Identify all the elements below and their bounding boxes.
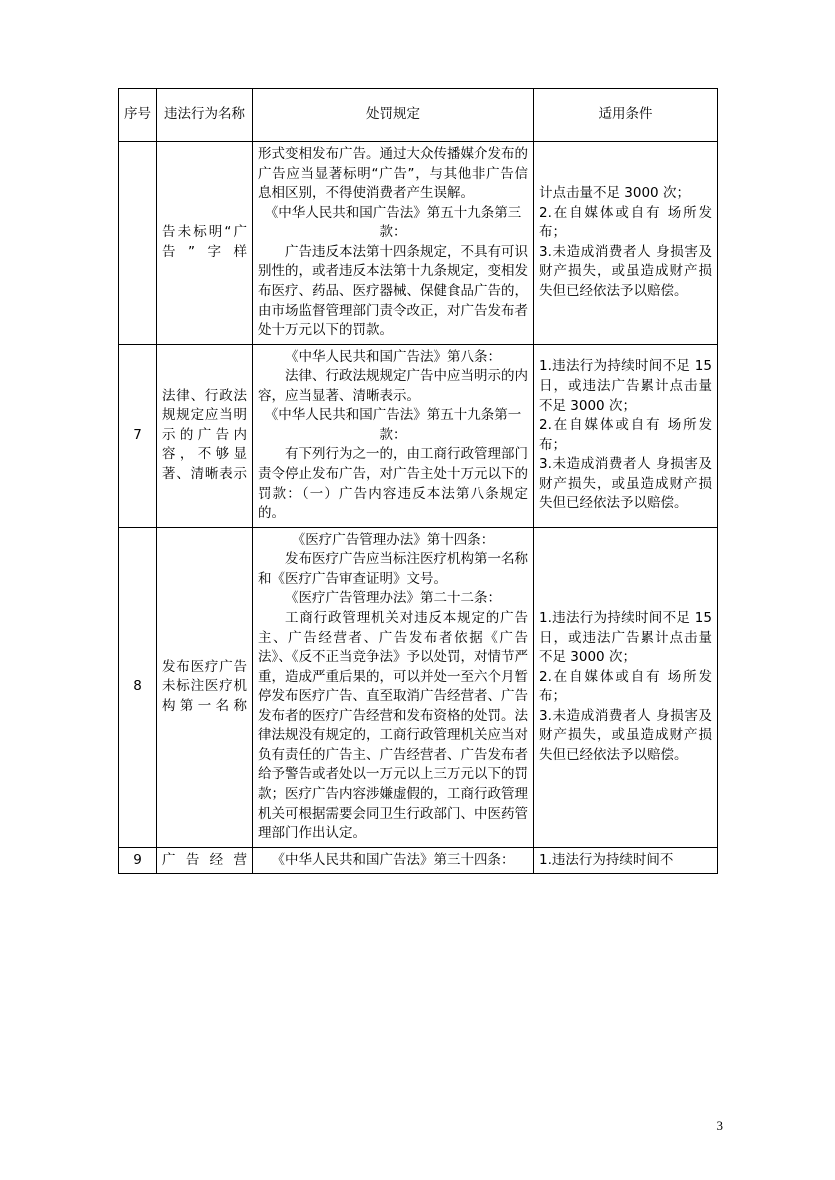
column-header-condition: 适用条件 <box>534 89 718 142</box>
table-row <box>119 527 718 847</box>
rule-paragraph: 《中华人民共和国广告法》第五十九条第三款： <box>264 204 522 241</box>
rule-paragraph: 《医疗广告管理办法》第十四条： <box>291 531 495 548</box>
rule-paragraph: 《医疗广告管理办法》第二十二条： <box>285 590 501 607</box>
row-applicable-condition <box>534 527 718 847</box>
rule-paragraph: 广告违反本法第十四条规定，不具有可识别性的，或者违反本法第十九条规定，变相发布医疗、药品、医疗器械、保健食品广告的，由市场监督管理部门责令改正，对广告发布者处十万元以下的罚款。 <box>258 243 528 339</box>
rule-paragraph: 《中华人民共和国广告法》第三十四条： <box>271 851 515 868</box>
rule-paragraph: 工商行政管理机关对违反本规定的广告主、广告经营者、广告发布者依据《广告法》、《反不正当竞争法》予以处罚，对情节严重，造成严重后果的，可以并处一至六个月暂停发布医疗广告、直至取消广告经营者、广告发布者的医疗广告经营和发布资格的处罚。法律法规没有规定的，工商行政管理机关应当对负有责任的广告主、广告经营者、广告发布者给予警告或者处以一万元以上三万元以下的罚款；医疗广告内容涉嫌虚假的，工商行政管理机关可根据需要会同卫生行政部门、中医药管理部门作出认定。 <box>258 609 528 842</box>
page-number: 3 <box>716 1118 723 1133</box>
table-row <box>119 142 718 345</box>
row-applicable-condition <box>534 142 718 345</box>
row-penalty-rule <box>253 847 534 874</box>
condition-paragraph: 2.在自媒体或自有 场所发布； <box>539 668 712 705</box>
condition-paragraph: 2.在自媒体或自有 场所发布； <box>539 417 712 453</box>
row-applicable-condition <box>534 847 718 874</box>
condition-paragraph: 3.未造成消费者人 身损害及财产损失，或虽造成财产损失但已经依法予以赔偿。 <box>539 243 712 299</box>
condition-paragraph: 1.违法行为持续时间不足 15 日，或违法广告累计点击量不足 3000 次； <box>539 609 712 666</box>
row-seq: 8 <box>119 527 157 847</box>
condition-paragraph: 3.未造成消费者人 身损害及财产损失，或虽造成财产损失但已经依法予以赔偿。 <box>539 456 712 512</box>
column-header-rule: 处罚规定 <box>253 89 534 142</box>
condition-paragraph: 2.在自媒体或自有 场所发布； <box>539 204 712 241</box>
condition-paragraph: 计点击量不足 3000 次； <box>539 185 690 202</box>
row-penalty-rule <box>253 344 534 527</box>
rule-paragraph: 《中华人民共和国广告法》第八条： <box>285 348 501 365</box>
row-penalty-rule <box>253 142 534 345</box>
row-seq <box>119 142 157 345</box>
table-header-row <box>119 89 718 142</box>
row-violation-name: 法律、行政法规规定应当明示的广告内容，不够显著、清晰表示 <box>157 344 253 527</box>
rule-paragraph: 形式变相发布广告。通过大众传播媒介发布的广告应当显著标明“广告”，与其他非广告信息相区别，不得使消费者产生误解。 <box>258 146 528 202</box>
rule-paragraph: 法律、行政法规规定广告中应当明示的内容，应当显著、清晰表示。 <box>258 368 528 404</box>
condition-paragraph: 3.未造成消费者人 身损害及财产损失，或虽造成财产损失但已经依法予以赔偿。 <box>539 707 712 763</box>
table-row <box>119 847 718 874</box>
column-header-seq: 序号 <box>119 89 157 142</box>
row-violation-name: 广告经营 <box>157 847 253 874</box>
row-penalty-rule <box>253 527 534 847</box>
row-violation-name: 发布医疗广告未标注医疗机构第一名称 <box>157 527 253 847</box>
row-violation-name: 告未标明“广告”字样 <box>157 142 253 345</box>
table-row <box>119 344 718 527</box>
row-seq: 7 <box>119 344 157 527</box>
condition-paragraph: 1.违法行为持续时间不 <box>539 851 674 868</box>
penalty-table <box>118 88 718 874</box>
row-applicable-condition <box>534 344 718 527</box>
condition-paragraph: 1.违法行为持续时间不足 15 日，或违法广告累计点击量不足 3000 次； <box>539 358 712 414</box>
column-header-name: 违法行为名称 <box>157 89 253 142</box>
row-seq: 9 <box>119 847 157 874</box>
rule-paragraph: 发布医疗广告应当标注医疗机构第一名称和《医疗广告审查证明》文号。 <box>258 551 528 587</box>
rule-paragraph: 《中华人民共和国广告法》第五十九条第一款： <box>264 407 522 443</box>
rule-paragraph: 有下列行为之一的，由工商行政管理部门责令停止发布广告，对广告主处十万元以下的罚款：（一）广告内容违反本法第八条规定的。 <box>258 446 528 522</box>
